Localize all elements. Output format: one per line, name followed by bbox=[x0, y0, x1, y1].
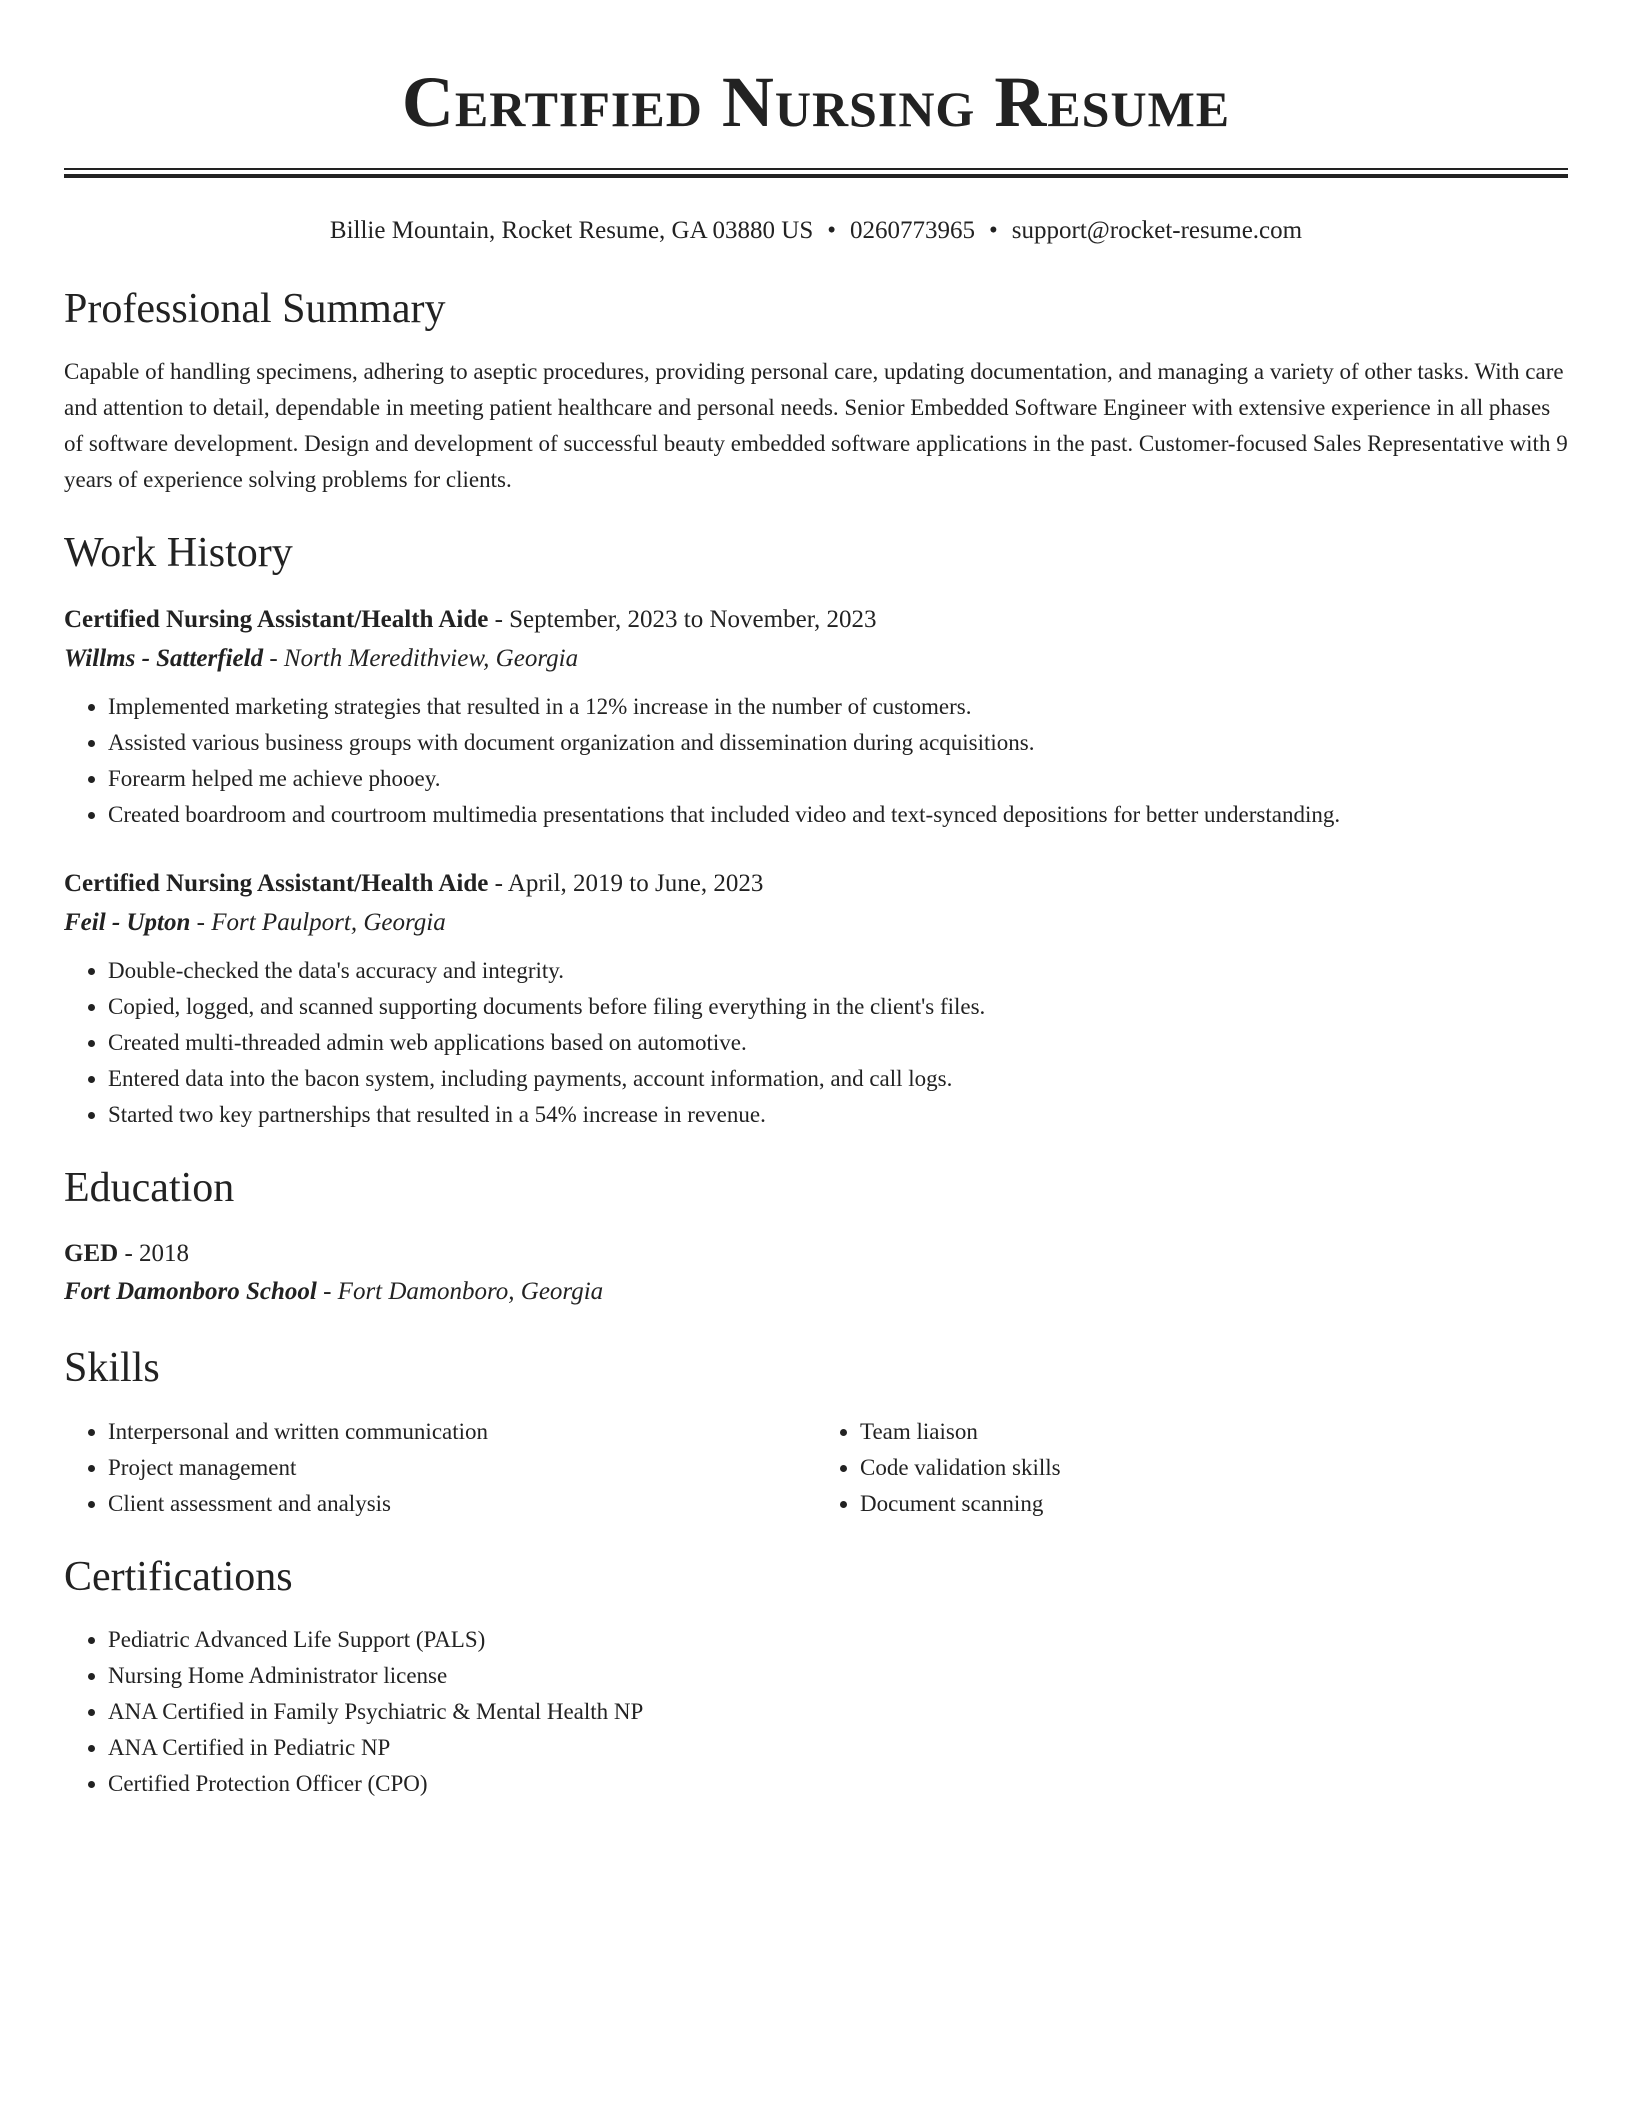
section-heading-education: Education bbox=[64, 1164, 235, 1211]
education-year: - 2018 bbox=[118, 1240, 190, 1268]
education-header bbox=[64, 1235, 1568, 1273]
contact-line bbox=[64, 216, 1568, 246]
contact-separator: • bbox=[827, 217, 837, 244]
contact-email: support@rocket-resume.com bbox=[1011, 217, 1303, 244]
job-bullet: • Implemented marketing strategies that resulted in a 12% increase in the number of customers. bbox=[108, 689, 1568, 725]
contact-separator: • bbox=[989, 217, 998, 244]
skill-item: • Team liaison bbox=[860, 1414, 1568, 1450]
job-bullet: • Copied, logged, and scanned supporting documents before filing everything in the client's files. bbox=[108, 989, 1568, 1025]
job-title: Certified Nursing Assistant/Health Aide bbox=[64, 605, 489, 633]
skill-item: • Project management bbox=[108, 1450, 816, 1486]
education-institution bbox=[64, 1273, 1568, 1311]
certifications-list bbox=[64, 1622, 1568, 1802]
title-divider bbox=[64, 168, 1568, 178]
skill-item: • Code validation skills bbox=[860, 1450, 1568, 1486]
skill-item: • Client assessment and analysis bbox=[108, 1486, 816, 1522]
job-entry bbox=[64, 865, 1568, 1133]
job-bullet: • Double-checked the data's accuracy and integrity. bbox=[108, 953, 1568, 989]
contact-address: Billie Mountain, Rocket Resume, GA 03880 US bbox=[329, 217, 814, 244]
section-heading-summary: Professional Summary bbox=[64, 286, 446, 332]
job-bullet: • Assisted various business groups with document organization and dissemination during acquisitions. bbox=[108, 725, 1568, 761]
education-entry bbox=[64, 1235, 1568, 1311]
summary-text: Capable of handling specimens, adhering to aseptic procedures, providing personal care, updating documentation, and managing a variety of other tasks. With care and attention to detail, dependable in meeting patient healthcare and personal needs. Senior Embedded Software Engineer with extensive experience in all phases of software development. Design and development of successful beauty embedded software applications in the past. Customer-focused Sales Representative with 9 years of experience solving problems for clients. bbox=[64, 359, 1568, 493]
section-heading-skills: Skills bbox=[64, 1345, 160, 1392]
certification-item: • ANA Certified in Family Psychiatric & Mental Health NP bbox=[108, 1694, 1568, 1730]
job-company: Feil - Upton bbox=[64, 908, 191, 936]
job-location: - North Meredithview, Georgia bbox=[263, 644, 579, 672]
section-heading-work-history: Work History bbox=[64, 530, 293, 577]
job-bullet: • Created multi-threaded admin web applications based on automotive. bbox=[108, 1025, 1568, 1061]
job-dates: - September, 2023 to November, 2023 bbox=[488, 605, 877, 633]
section-heading-certifications: Certifications bbox=[64, 1553, 293, 1600]
job-entry bbox=[64, 601, 1568, 833]
job-bullet: • Entered data into the bacon system, including payments, account information, and call logs. bbox=[108, 1061, 1568, 1097]
skill-item: • Document scanning bbox=[860, 1486, 1568, 1522]
job-bullet: • Created boardroom and courtroom multimedia presentations that included video and text-synced depositions for better understanding. bbox=[108, 797, 1568, 833]
skills-list-right bbox=[816, 1414, 1568, 1522]
certification-item: • ANA Certified in Pediatric NP bbox=[108, 1730, 1568, 1766]
job-bullet-list bbox=[64, 689, 1568, 833]
certification-item: • Nursing Home Administrator license bbox=[108, 1658, 1568, 1694]
education-degree: GED bbox=[64, 1240, 119, 1268]
certification-item: • Pediatric Advanced Life Support (PALS) bbox=[108, 1622, 1568, 1658]
contact-phone: 0260773965 bbox=[850, 217, 976, 244]
job-bullet: • Started two key partnerships that resulted in a 54% increase in revenue. bbox=[108, 1097, 1568, 1133]
job-header bbox=[64, 601, 1568, 639]
skills-list-left bbox=[64, 1414, 816, 1522]
job-bullet: • Forearm helped me achieve phooey. bbox=[108, 761, 1568, 797]
certification-item: • Certified Protection Officer (CPO) bbox=[108, 1766, 1568, 1802]
education-school: Fort Damonboro School bbox=[64, 1278, 317, 1306]
job-header bbox=[64, 865, 1568, 903]
job-bullet-list bbox=[64, 953, 1568, 1133]
job-employer bbox=[64, 639, 1568, 679]
job-location: - Fort Paulport, Georgia bbox=[190, 908, 446, 936]
skill-item: • Interpersonal and written communication bbox=[108, 1414, 816, 1450]
job-title: Certified Nursing Assistant/Health Aide bbox=[64, 869, 489, 897]
skills-columns bbox=[64, 1414, 1568, 1522]
education-location: - Fort Damonboro, Georgia bbox=[316, 1278, 604, 1306]
job-company: Willms - Satterfield bbox=[64, 644, 264, 672]
job-dates: - April, 2019 to June, 2023 bbox=[488, 869, 764, 897]
job-employer bbox=[64, 903, 1568, 943]
resume-title: Certified Nursing Resume bbox=[401, 62, 1231, 142]
